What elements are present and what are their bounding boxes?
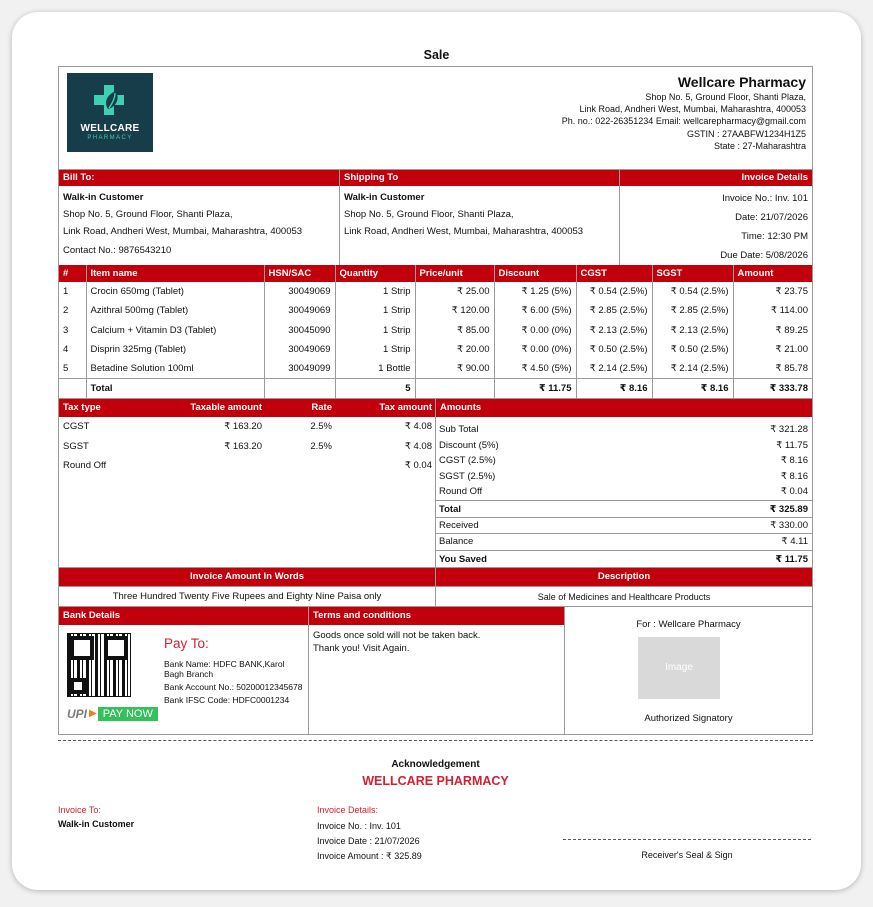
ack-invoice-to: Walk-in Customer xyxy=(58,819,135,829)
logo-subtext: PHARMACY xyxy=(87,135,133,141)
ack-company: WELLCARE PHARMACY xyxy=(362,774,509,788)
quantity: 1 Strip xyxy=(335,282,415,301)
tax-type: SGST xyxy=(63,440,89,452)
ship-to-label: Shipping To xyxy=(340,170,619,186)
col-discount: Discount xyxy=(494,265,576,282)
terms-section xyxy=(309,607,565,734)
col-sgst: SGST xyxy=(652,265,733,282)
discount: ₹ 4.50 (5%) xyxy=(494,359,576,378)
company-info xyxy=(562,73,806,152)
taxable-amount: ₹ 163.20 xyxy=(224,421,262,433)
item-name: Calcium + Vitamin D3 (Tablet) xyxy=(86,321,264,340)
tax-row xyxy=(59,456,435,476)
total-cell xyxy=(59,378,86,398)
ack-details-label: Invoice Details: xyxy=(317,805,379,815)
total-cell xyxy=(415,378,494,398)
sgst: ₹ 0.54 (2.5%) xyxy=(652,282,733,301)
discount: ₹ 6.00 (5%) xyxy=(494,301,576,320)
invoice-document xyxy=(58,66,813,735)
total-quantity: 5 xyxy=(335,378,415,398)
cgst: ₹ 0.50 (2.5%) xyxy=(576,340,652,359)
roundoff-label: Round Off xyxy=(439,486,483,498)
upi-logo: UPI xyxy=(67,706,88,721)
ack-invoice-number: Invoice No. : Inv. 101 xyxy=(317,821,401,831)
ship-to-name: Walk-in Customer xyxy=(344,192,425,203)
discount-value: ₹ 11.75 xyxy=(776,439,808,451)
terms-line-2: Thank you! Visit Again. xyxy=(313,642,410,654)
upi-arrow-icon: ▶ xyxy=(89,708,97,720)
grand-total-value: ₹ 325.89 xyxy=(769,503,808,515)
ack-title: Acknowledgement xyxy=(391,759,480,770)
price-unit: ₹ 25.00 xyxy=(415,282,494,301)
price-unit: ₹ 85.00 xyxy=(415,321,494,340)
row-index: 4 xyxy=(59,340,86,359)
items-body xyxy=(59,282,812,378)
amount: ₹ 89.25 xyxy=(775,324,808,336)
hsn-code: 30049069 xyxy=(264,301,335,320)
bank-details xyxy=(59,607,309,734)
price-unit: ₹ 90.00 xyxy=(415,359,494,378)
items-total-row xyxy=(59,378,812,398)
terms-line-1: Goods once sold will not be taken back. xyxy=(313,629,481,641)
ack-invoice-date: Invoice Date : 21/07/2026 xyxy=(317,836,420,846)
tax-amounts-section xyxy=(59,398,812,567)
received-row xyxy=(436,517,812,534)
cgst: ₹ 2.14 (2.5%) xyxy=(576,359,652,378)
row-index: 5 xyxy=(59,359,86,378)
balance-row xyxy=(436,533,812,550)
ack-invoice-amount: Invoice Amount : ₹ 325.89 xyxy=(317,851,422,861)
company-state: State : 27-Maharashtra xyxy=(713,140,806,151)
quantity: 1 Strip xyxy=(335,340,415,359)
company-contact: Ph. no.: 022-26351234 Email: wellcarepharmacy@gmail.com xyxy=(561,116,806,127)
tax-amount-header: Tax amount xyxy=(379,402,432,414)
cgst-label: CGST (2.5%) xyxy=(439,455,496,467)
total-cgst: ₹ 8.16 xyxy=(576,378,652,398)
tax-row xyxy=(59,417,435,437)
item-name: Crocin 650mg (Tablet) xyxy=(86,282,264,301)
tax-header-row xyxy=(59,399,435,417)
amounts-label: Amounts xyxy=(436,399,812,417)
discount: ₹ 0.00 (0%) xyxy=(494,340,576,359)
invoice-date: Date: 21/07/2026 xyxy=(735,212,808,223)
hsn-code: 30049069 xyxy=(264,282,335,301)
bank-info xyxy=(164,659,306,709)
items-table xyxy=(59,265,812,398)
tax-type: Round Off xyxy=(63,460,107,472)
col-hsn: HSN/SAC xyxy=(264,265,335,282)
invoice-number: Invoice No.: Inv. 101 xyxy=(722,193,808,204)
col-cgst: CGST xyxy=(576,265,652,282)
invoice-details-label: Invoice Details xyxy=(620,170,812,186)
pay-to-label: Pay To: xyxy=(164,635,209,651)
item-name: Betadine Solution 100ml xyxy=(86,359,264,378)
tax-type: CGST xyxy=(63,421,90,433)
signature-image-placeholder: Image xyxy=(638,637,720,699)
quantity: 1 Bottle xyxy=(335,359,415,378)
authorized-signatory: Authorized Signatory xyxy=(644,712,733,724)
logo-text: WELLCARE xyxy=(80,123,140,134)
tax-rate: 2.5% xyxy=(310,440,332,452)
col-price: Price/unit xyxy=(415,265,494,282)
amount: ₹ 23.75 xyxy=(775,286,808,298)
sgst: ₹ 2.14 (2.5%) xyxy=(652,359,733,378)
total-amount: ₹ 333.78 xyxy=(733,378,812,398)
footer-section xyxy=(59,606,812,734)
price-unit: ₹ 20.00 xyxy=(415,340,494,359)
roundoff-value: ₹ 0.04 xyxy=(780,486,808,498)
amounts-summary xyxy=(436,399,812,567)
tax-rate: 2.5% xyxy=(310,421,332,433)
bank-details-label: Bank Details xyxy=(59,607,308,625)
table-row xyxy=(59,359,812,378)
subtotal-label: Sub Total xyxy=(439,424,479,436)
medical-cross-leaf-icon xyxy=(90,81,130,121)
row-index: 3 xyxy=(59,321,86,340)
bill-to-section xyxy=(59,170,340,265)
tax-rows xyxy=(59,417,435,476)
hsn-code: 30049099 xyxy=(264,359,335,378)
sgst-value: ₹ 8.16 xyxy=(780,470,808,482)
subtotal-value: ₹ 321.28 xyxy=(770,424,808,436)
invoice-page xyxy=(12,12,861,890)
total-cell xyxy=(264,378,335,398)
bill-to-name: Walk-in Customer xyxy=(63,192,144,203)
received-label: Received xyxy=(439,519,479,531)
company-name: Wellcare Pharmacy xyxy=(677,74,806,90)
company-gstin: GSTIN : 27AABFW1234H1Z5 xyxy=(686,128,806,139)
discount-row xyxy=(436,438,812,454)
col-amount: Amount xyxy=(737,268,774,279)
col-item-name: Item name xyxy=(86,265,264,282)
sgst-row xyxy=(436,469,812,485)
cgst: ₹ 2.85 (2.5%) xyxy=(576,301,652,320)
total-label: Total xyxy=(86,378,264,398)
hsn-code: 30045090 xyxy=(264,321,335,340)
upi-pay-now-button[interactable] xyxy=(67,705,158,723)
saved-label: You Saved xyxy=(439,553,487,565)
col-quantity: Quantity xyxy=(335,265,415,282)
balance-label: Balance xyxy=(439,536,474,548)
cgst: ₹ 0.54 (2.5%) xyxy=(576,282,652,301)
sgst: ₹ 2.13 (2.5%) xyxy=(652,321,733,340)
signature-section xyxy=(565,607,812,734)
table-row xyxy=(59,321,812,340)
row-index: 2 xyxy=(59,301,86,320)
pay-now-label: PAY NOW xyxy=(98,707,158,721)
balance-value: ₹ 4.11 xyxy=(781,536,808,548)
tax-row xyxy=(59,437,435,457)
grand-total-row xyxy=(436,500,812,517)
receiver-seal-sign: Receiver's Seal & Sign xyxy=(563,839,811,860)
item-name: Disprin 325mg (Tablet) xyxy=(86,340,264,359)
bank-name: Bank Name: HDFC BANK,Karol Bagh Branch xyxy=(164,658,285,680)
description-value: Sale of Medicines and Healthcare Products xyxy=(436,586,812,606)
bill-to-contact: Contact No.: 9876543210 xyxy=(63,245,172,256)
acknowledgement-section xyxy=(58,740,813,861)
tax-rate xyxy=(262,456,332,476)
amount-in-words: Three Hundred Twenty Five Rupees and Eighty Nine Paisa only xyxy=(59,586,435,606)
ship-to-section xyxy=(340,170,620,265)
sgst: ₹ 2.85 (2.5%) xyxy=(652,301,733,320)
saved-value: ₹ 11.75 xyxy=(775,553,808,565)
roundoff-row xyxy=(436,484,812,500)
taxable-amount: ₹ 163.20 xyxy=(224,440,262,452)
tax-summary xyxy=(59,399,436,567)
invoice-due-date: Due Date: 5/08/2026 xyxy=(720,250,808,261)
table-row xyxy=(59,282,812,301)
invoice-header xyxy=(59,67,812,170)
received-value: ₹ 330.00 xyxy=(770,519,808,531)
tax-type-header: Tax type xyxy=(63,402,101,414)
bank-ifsc: Bank IFSC Code: HDFC0001234 xyxy=(164,695,290,706)
saved-row xyxy=(436,550,812,567)
taxable-amount-header: Taxable amount xyxy=(190,402,262,414)
company-address-2: Link Road, Andheri West, Mumbai, Maharashtra, 400053 xyxy=(579,104,806,115)
tax-amount: ₹ 4.08 xyxy=(404,421,432,433)
discount: ₹ 0.00 (0%) xyxy=(494,321,576,340)
words-section xyxy=(59,567,812,606)
rate-header: Rate xyxy=(311,402,332,414)
cgst-row xyxy=(436,453,812,469)
tax-amount: ₹ 4.08 xyxy=(404,440,432,452)
table-row xyxy=(59,301,812,320)
ship-to-address-2: Link Road, Andheri West, Mumbai, Maharashtra, 400053 xyxy=(344,226,584,237)
invoice-details-section xyxy=(620,170,812,265)
price-unit: ₹ 120.00 xyxy=(415,301,494,320)
discount-label: Discount (5%) xyxy=(439,439,499,451)
terms-label: Terms and conditions xyxy=(309,607,564,625)
col-index: # xyxy=(59,265,86,282)
taxable-amount xyxy=(169,456,262,476)
bill-to-address-1: Shop No. 5, Ground Floor, Shanti Plaza, xyxy=(63,209,233,220)
discount: ₹ 1.25 (5%) xyxy=(494,282,576,301)
company-address-1: Shop No. 5, Ground Floor, Shanti Plaza, xyxy=(645,92,806,102)
table-row xyxy=(59,340,812,359)
ship-to-address-1: Shop No. 5, Ground Floor, Shanti Plaza, xyxy=(344,209,514,220)
total-discount: ₹ 11.75 xyxy=(494,378,576,398)
amount: ₹ 114.00 xyxy=(770,305,808,317)
quantity: 1 Strip xyxy=(335,301,415,320)
sign-for: For : Wellcare Pharmacy xyxy=(636,618,741,630)
bill-to-label: Bill To: xyxy=(59,170,339,186)
hsn-code: 30049069 xyxy=(264,340,335,359)
amount-in-words-label: Invoice Amount In Words xyxy=(59,568,435,586)
page-title: Sale xyxy=(423,48,450,62)
qr-code[interactable] xyxy=(67,633,131,697)
ack-invoice-to-label: Invoice To: xyxy=(58,805,101,815)
cgst: ₹ 2.13 (2.5%) xyxy=(576,321,652,340)
party-details xyxy=(59,170,812,265)
sgst: ₹ 0.50 (2.5%) xyxy=(652,340,733,359)
row-index: 1 xyxy=(59,282,86,301)
total-sgst: ₹ 8.16 xyxy=(652,378,733,398)
cgst-value: ₹ 8.16 xyxy=(780,455,808,467)
subtotal-row xyxy=(436,422,812,438)
sgst-label: SGST (2.5%) xyxy=(439,470,496,482)
bank-account: Bank Account No.: 50200012345678 xyxy=(164,682,303,693)
company-logo xyxy=(67,73,153,152)
bill-to-address-2: Link Road, Andheri West, Mumbai, Maharashtra, 400053 xyxy=(63,226,303,237)
item-name: Azithral 500mg (Tablet) xyxy=(86,301,264,320)
quantity: 1 Strip xyxy=(335,321,415,340)
invoice-time: Time: 12:30 PM xyxy=(741,231,808,242)
amount: ₹ 21.00 xyxy=(775,344,808,356)
tax-amount: ₹ 0.04 xyxy=(404,460,432,472)
amount: ₹ 85.78 xyxy=(775,363,808,375)
grand-total-label: Total xyxy=(439,503,461,515)
items-header-row xyxy=(59,265,812,282)
description-label: Description xyxy=(436,568,812,586)
